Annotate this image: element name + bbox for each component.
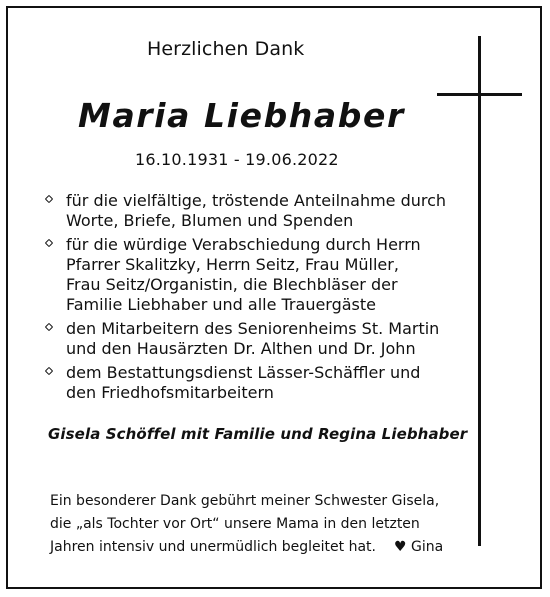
note-line: die „als Tochter vor Ort“ unsere Mama in den letzten xyxy=(50,516,420,532)
note-line: Ein besonderer Dank gebührt meiner Schwester Gisela, xyxy=(50,493,440,509)
life-dates: 16.10.1931 - 19.06.2022 xyxy=(135,150,339,169)
list-item xyxy=(44,319,464,359)
item-line: dem Bestattungsdienst Lässer-Schäffler und xyxy=(66,363,421,382)
item-line: für die würdige Verabschiedung durch Herrn xyxy=(66,235,421,254)
cross-bar xyxy=(437,93,522,96)
note-line-text: Jahren intensiv und unermüdlich begleitet hat. xyxy=(50,539,376,555)
cross-icon xyxy=(478,36,481,546)
item-line: Frau Seitz/Organistin, die Blechbläser der xyxy=(66,275,398,294)
list-item xyxy=(44,235,464,315)
diamond-bullet-icon xyxy=(45,239,53,247)
item-line: den Mitarbeitern des Seniorenheims St. Martin xyxy=(66,319,440,338)
item-line: Pfarrer Skalitzky, Herrn Seitz, Frau Müller, xyxy=(66,255,399,274)
item-line: den Friedhofsmitarbeitern xyxy=(66,383,274,402)
note-line xyxy=(50,536,443,559)
list-item xyxy=(44,191,464,231)
deceased-name: Maria Liebhaber xyxy=(78,96,405,135)
thanks-list xyxy=(44,191,464,407)
note-signature: ♥ Gina xyxy=(394,539,444,555)
item-line: Worte, Briefe, Blumen und Spenden xyxy=(66,211,354,230)
list-item xyxy=(44,363,464,403)
item-line: für die vielfältige, tröstende Anteilnahme durch xyxy=(66,191,447,210)
item-line: Familie Liebhaber und alle Trauergäste xyxy=(66,295,377,314)
diamond-bullet-icon xyxy=(45,367,53,375)
diamond-bullet-icon xyxy=(45,323,53,331)
signers: Gisela Schöffel mit Familie und Regina Liebhaber xyxy=(48,425,468,443)
special-thanks-note xyxy=(50,490,443,559)
diamond-bullet-icon xyxy=(45,195,53,203)
item-line: und den Hausärzten Dr. Althen und Dr. John xyxy=(66,339,416,358)
heading: Herzlichen Dank xyxy=(147,38,305,60)
